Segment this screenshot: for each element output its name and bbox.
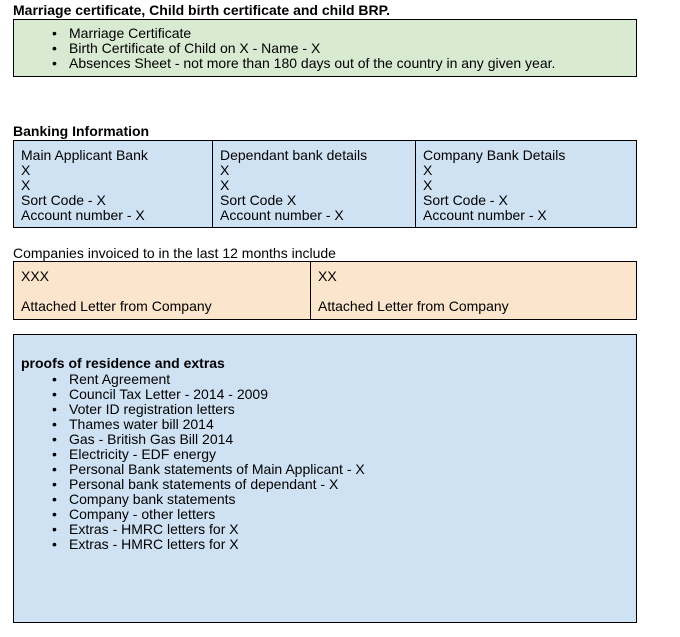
residence-box xyxy=(13,334,637,623)
list-item: • Birth Certificate of Child on X - Name - X xyxy=(14,41,636,56)
list-item: • Marriage Certificate xyxy=(14,26,636,41)
list-item: • Personal bank statements of dependant - X xyxy=(14,477,634,492)
marriage-heading: Marriage certificate, Child birth certificate and child BRP. xyxy=(13,2,391,18)
list-item: • Company - other letters xyxy=(14,507,634,522)
list-item: • Voter ID registration letters xyxy=(14,402,634,417)
column-divider xyxy=(212,141,213,227)
bank-sort-code: Sort Code - X xyxy=(21,192,106,208)
bank-title: Company Bank Details xyxy=(423,147,566,163)
list-item: • Absences Sheet - not more than 180 days out of the country in any given year. xyxy=(14,56,636,71)
bank-account: Account number - X xyxy=(423,207,547,223)
residence-heading: proofs of residence and extras xyxy=(21,355,225,371)
bank-sort-code: Sort Code - X xyxy=(423,192,508,208)
company-cell xyxy=(21,269,212,314)
bank-line: X xyxy=(220,162,230,178)
bank-line: X xyxy=(21,162,31,178)
column-divider xyxy=(310,262,311,319)
company-note: Attached Letter from Company xyxy=(318,298,509,314)
list-item: • Company bank statements xyxy=(14,492,634,507)
banking-heading: Banking Information xyxy=(13,123,150,139)
bank-cell-company xyxy=(423,148,565,223)
company-cell xyxy=(318,269,509,314)
bank-account: Account number - X xyxy=(220,207,344,223)
marriage-list xyxy=(14,26,636,71)
company-name: XXX xyxy=(21,268,50,284)
companies-heading: Companies invoiced to in the last 12 months include xyxy=(13,245,336,261)
bank-line: X xyxy=(220,177,230,193)
list-item: • Council Tax Letter - 2014 - 2009 xyxy=(14,387,634,402)
bank-account: Account number - X xyxy=(21,207,145,223)
banking-table xyxy=(13,140,637,228)
bank-line: X xyxy=(21,177,31,193)
bank-cell-main xyxy=(21,148,148,223)
list-item: • Thames water bill 2014 xyxy=(14,417,634,432)
list-item: • Electricity - EDF energy xyxy=(14,447,634,462)
bank-cell-dependant xyxy=(220,148,367,223)
bank-title: Main Applicant Bank xyxy=(21,147,148,163)
bank-line: X xyxy=(423,162,433,178)
list-item: • Extras - HMRC letters for X xyxy=(14,522,634,537)
company-note: Attached Letter from Company xyxy=(21,298,212,314)
companies-table xyxy=(13,261,637,320)
residence-list xyxy=(14,372,634,552)
marriage-box xyxy=(13,19,637,77)
list-item: • Extras - HMRC letters for X xyxy=(14,537,634,552)
list-item: • Personal Bank statements of Main Applicant - X xyxy=(14,462,634,477)
bank-title: Dependant bank details xyxy=(220,147,368,163)
list-item: • Rent Agreement xyxy=(14,372,634,387)
company-name: XX xyxy=(318,268,337,284)
column-divider xyxy=(415,141,416,227)
bank-sort-code: Sort Code X xyxy=(220,192,297,208)
bank-line: X xyxy=(423,177,433,193)
list-item: • Gas - British Gas Bill 2014 xyxy=(14,432,634,447)
